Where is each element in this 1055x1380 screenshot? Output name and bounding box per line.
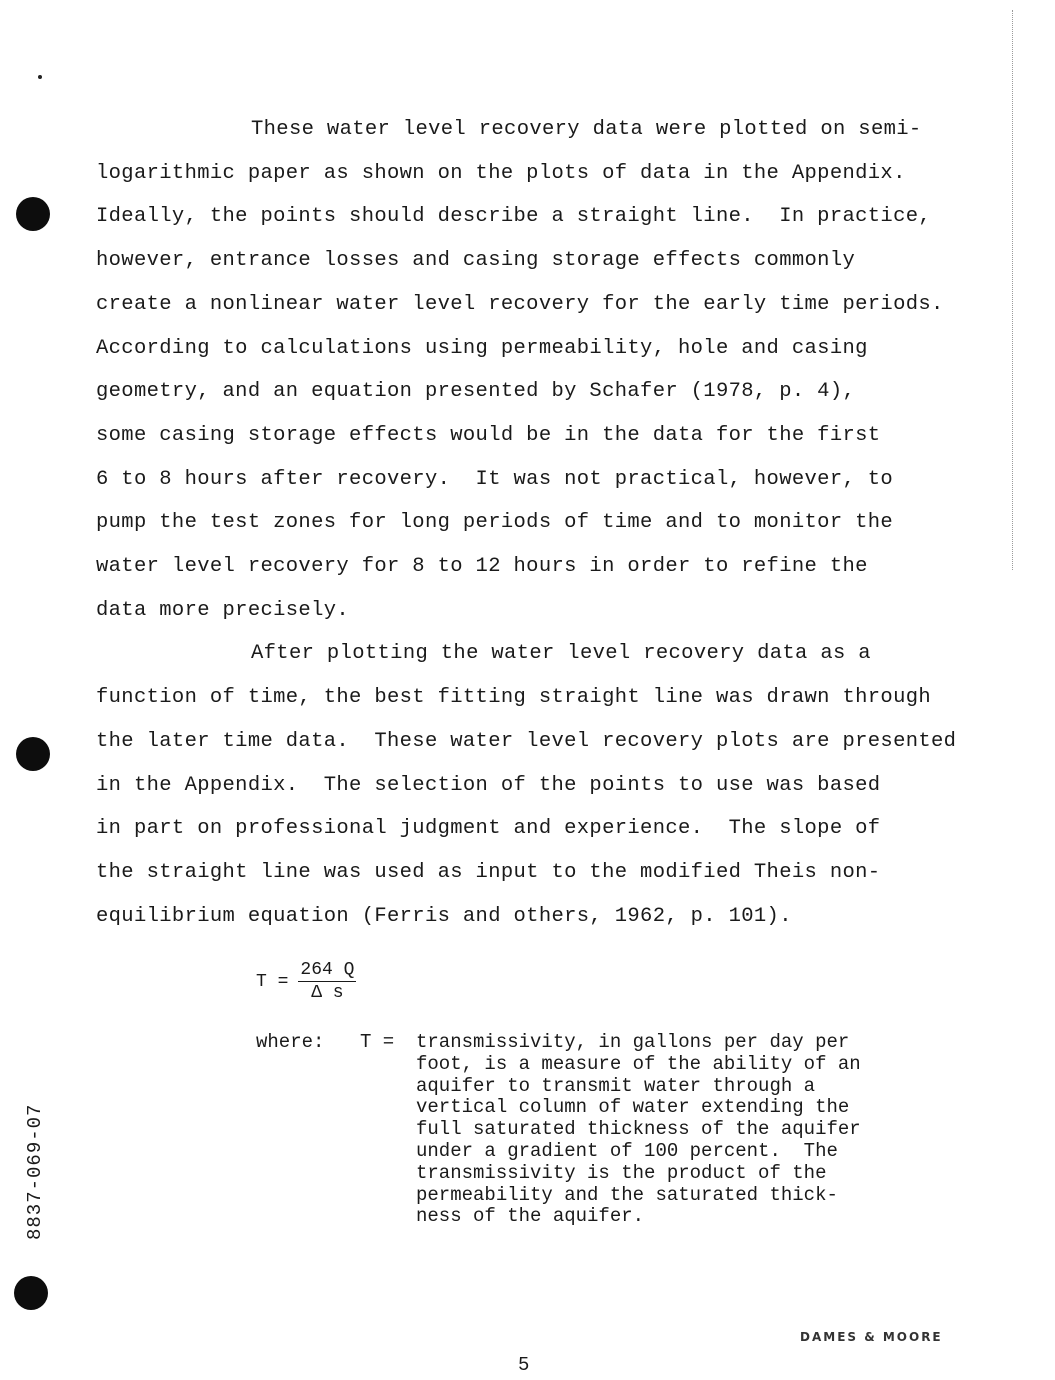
definition-line: foot, is a measure of the ability of an	[416, 1052, 861, 1075]
body-text	[96, 108, 996, 938]
variable-definitions	[256, 1032, 956, 1228]
text-line: the straight line was used as input to the modified Theis non-	[96, 860, 881, 884]
text-line: geometry, and an equation presented by Schafer (1978, p. 4),	[96, 380, 856, 404]
text-line: however, entrance losses and casing storage effects commonly	[96, 249, 856, 273]
where-variable: T =	[360, 1031, 395, 1053]
where-label: where:	[256, 1031, 325, 1053]
text-line: water level recovery for 8 to 12 hours in order to refine the	[96, 555, 868, 579]
text-line: Ideally, the points should describe a straight line. In practice,	[96, 205, 932, 229]
definition-line: aquifer to transmit water through a	[416, 1074, 816, 1097]
punch-hole-bottom	[14, 1276, 48, 1310]
definition-line: vertical column of water extending the	[416, 1096, 850, 1119]
text-line: create a nonlinear water level recovery for the early time periods.	[96, 292, 944, 316]
text-line: some casing storage effects would be in the data for the first	[96, 423, 881, 447]
equation-denominator: Δ s	[311, 983, 344, 1003]
transmissivity-equation	[256, 960, 356, 1003]
punch-hole-middle	[16, 737, 50, 771]
punch-hole-top	[16, 197, 50, 231]
definition-line: transmissivity is the product of the	[416, 1161, 827, 1184]
page-edge-rule	[1012, 10, 1013, 570]
text-line: equilibrium equation (Ferris and others, 1962, p. 101).	[96, 904, 792, 928]
text-line: function of time, the best fitting straight line was drawn through	[96, 686, 932, 710]
speck	[38, 75, 42, 79]
equation-numerator: 264 Q	[300, 960, 355, 980]
text-line: According to calculations using permeability, hole and casing	[96, 336, 868, 360]
definition-line: ness of the aquifer.	[416, 1205, 645, 1228]
page-number: 5	[518, 1354, 530, 1376]
paragraph-1	[96, 108, 996, 632]
document-number: 8837-069-07	[24, 1103, 46, 1240]
text-line: These water level recovery data were plotted on semi-	[251, 118, 922, 141]
paragraph-2	[96, 632, 996, 938]
definition-line: permeability and the saturated thick-	[416, 1183, 838, 1206]
text-line: in part on professional judgment and experience. The slope of	[96, 817, 881, 841]
equation-fraction	[298, 960, 356, 1003]
company-logo-text: DAMES & MOORE	[800, 1330, 943, 1344]
text-line: in the Appendix. The selection of the points to use was based	[96, 773, 881, 797]
equation-lhs: T =	[256, 971, 289, 992]
text-line: pump the test zones for long periods of time and to monitor the	[96, 511, 894, 535]
text-line: logarithmic paper as shown on the plots of data in the Appendix.	[96, 161, 906, 185]
text-line: data more precisely.	[96, 598, 350, 622]
definition-line: transmissivity, in gallons per day per	[416, 1031, 850, 1053]
definition-line: full saturated thickness of the aquifer	[416, 1118, 861, 1141]
text-line: 6 to 8 hours after recovery. It was not practical, however, to	[96, 467, 894, 491]
definition-line: under a gradient of 100 percent. The	[416, 1139, 838, 1162]
text-line: After plotting the water level recovery data as a	[251, 642, 871, 666]
text-line: the later time data. These water level recovery plots are presented	[96, 729, 957, 753]
where-definition	[416, 1032, 956, 1228]
